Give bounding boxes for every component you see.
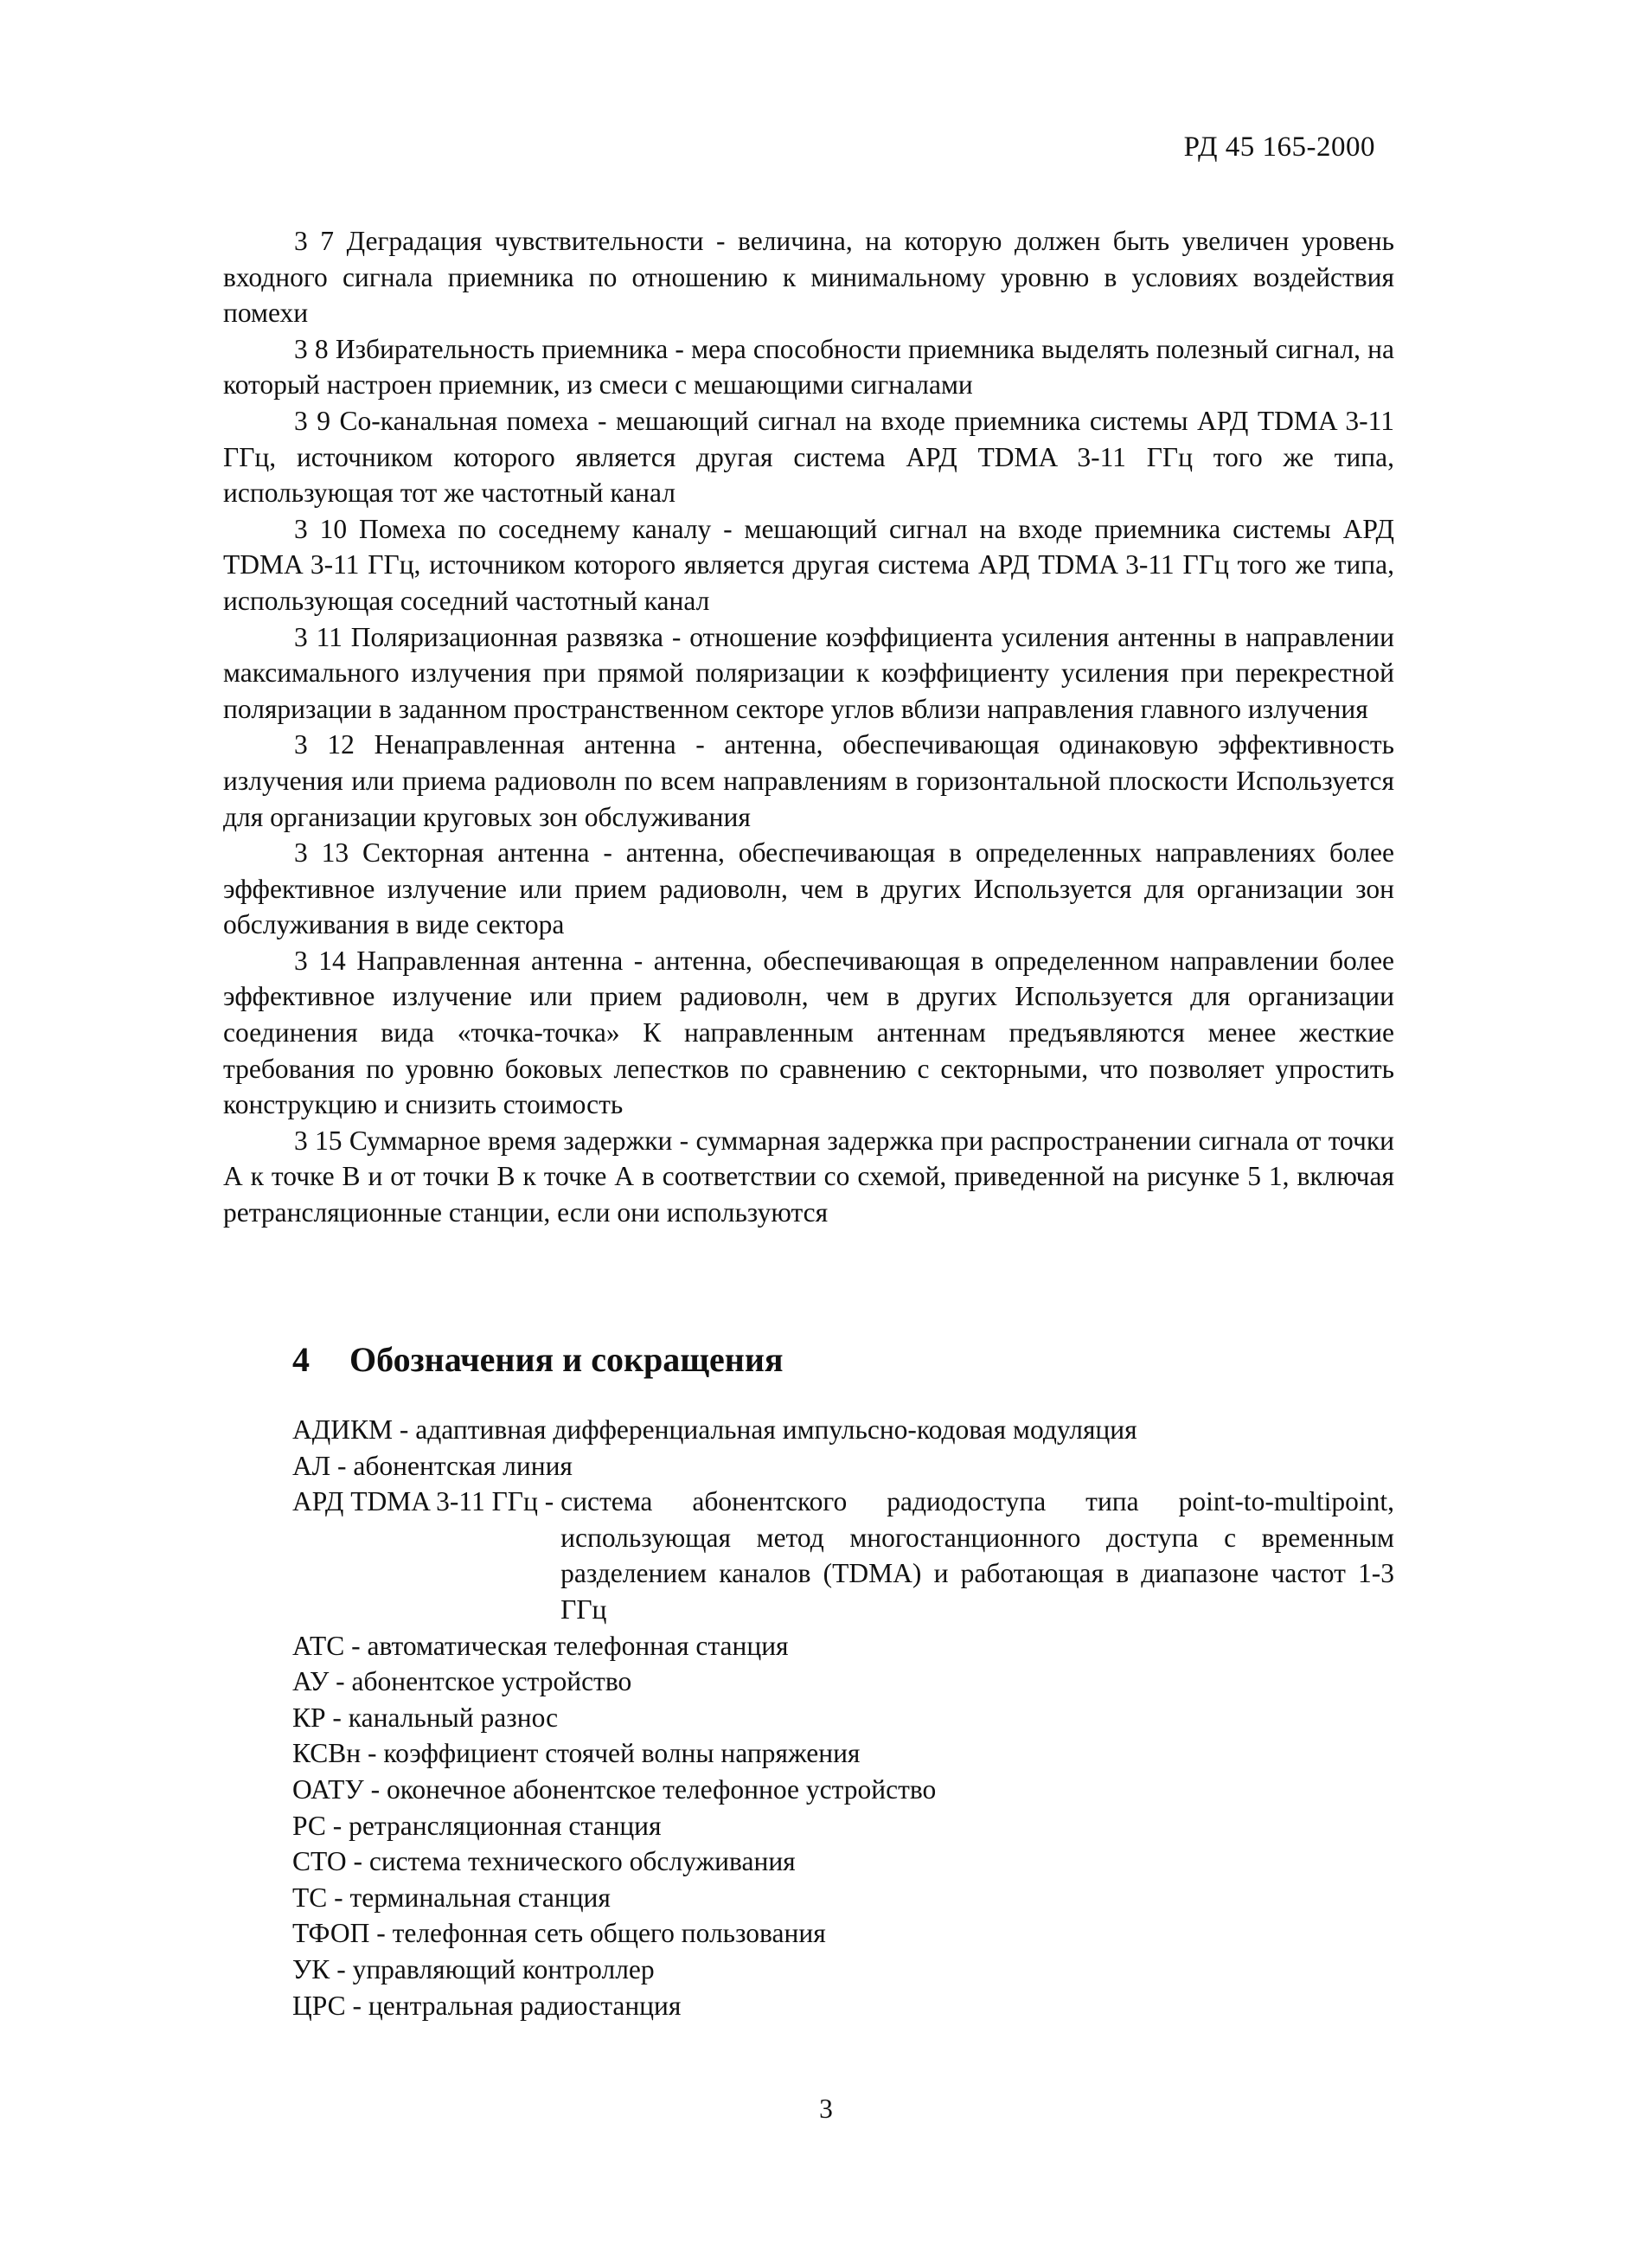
abbreviation-item: ТС - терминальная станция xyxy=(292,1882,611,1913)
definition-number: 3 15 xyxy=(294,1125,343,1156)
abbreviation-text: абонентская линия xyxy=(353,1450,573,1481)
definition-number: 3 8 xyxy=(294,333,329,364)
abbreviation-item: АДИКМ - адаптивная дифференциальная импульсно-кодовая модуляция xyxy=(292,1414,1137,1445)
abbreviation-item: ЦРС - центральная радиостанция xyxy=(292,1990,682,2021)
abbreviation-term: АТС xyxy=(292,1630,345,1661)
definition-3-15: 3 15 Суммарное время задержки - суммарная задержка при распространении сигнала от точки А к точке В и от точки В к точке А в соответствии со схемой, приведенной на рисунке 5 1, включая ретрансляционные станции, если они используются xyxy=(223,1125,1395,1228)
abbreviation-text: коэффициент стоячей волны напряжения xyxy=(383,1738,861,1769)
abbreviation-text: оконечное абонентское телефонное устройство xyxy=(386,1773,937,1805)
definition-number: 3 12 xyxy=(294,729,355,760)
definition-number: 3 10 xyxy=(294,513,348,544)
abbreviation-text: система абонентского радиодоступа типа point-to-multipoint, использующая метод многостанционного доступа с временным разделением каналов (TDMA) и работающая в диапазоне частот 1-3 ГГц xyxy=(560,1486,1394,1625)
definition-text: антенна, обеспечивающая в определенном направлении более эффективное излучение или прием радиоволн, чем в других Используется для организации соединения вида «точка-точка» К направленным антеннам предъявляются менее жесткие требования по уровню боковых лепестков по сравнению с секторными, что позволяет упростить конструкцию и снизить стоимость xyxy=(223,945,1395,1120)
definition-text: мера способности приемника выделять полезный сигнал, на который настроен приемник, из смеси с мешающими сигналами xyxy=(223,333,1395,401)
definition-3-11: 3 11 Поляризационная развязка - отношение коэффициента усиления антенны в направлении максимального излучения при прямой поляризации к коэффициенту усиления при перекрестной поляризации в заданном пространственном секторе углов вблизи направления главного излучения xyxy=(223,621,1394,724)
definition-text: мешающий сигнал на входе приемника системы АРД TDMA 3-11 ГГц, источником которого является другая система АРД TDMA 3-11 ГГц того же типа, использующая соседний частотный канал xyxy=(223,513,1395,616)
abbreviation-text: канальный разнос xyxy=(348,1702,559,1733)
definition-term: Суммарное время задержки xyxy=(349,1125,673,1156)
abbreviation-text: телефонная сеть общего пользования xyxy=(392,1918,826,1949)
definition-term: Направленная антенна xyxy=(356,945,624,976)
definition-3-10: 3 10 Помеха по соседнему каналу - мешающий сигнал на входе приемника системы АРД TDMA 3-11 ГГц, источником которого является другая система АРД TDMA 3-11 ГГц того же типа, использующая соседний частотный канал xyxy=(223,513,1395,616)
definition-term: Поляризационная развязка xyxy=(350,621,663,652)
document-code: РД 45 165-2000 xyxy=(1183,131,1375,163)
abbreviation-text: адаптивная дифференциальная импульсно-кодовая модуляция xyxy=(415,1414,1137,1445)
abbreviation-term: АРД TDMA 3-11 ГГц xyxy=(292,1486,538,1517)
definition-number: 3 9 xyxy=(294,405,331,436)
definition-term: Ненаправленная антенна xyxy=(374,729,676,760)
abbreviation-text: абонентское устройство xyxy=(351,1666,632,1697)
definition-3-12: 3 12 Ненаправленная антенна - антенна, обеспечивающая одинаковую эффективность излучения или приема радиоволн по всем направлениям в горизонтальной плоскости Используется для организации круговых зон обслуживания xyxy=(223,729,1394,832)
section-number: 4 xyxy=(292,1340,310,1379)
abbreviation-term: АДИКМ xyxy=(292,1414,394,1445)
abbreviation-term: СТО xyxy=(292,1846,347,1877)
definition-text: антенна, обеспечивающая одинаковую эффективность излучения или приема радиоволн по всем направлениям в горизонтальной плоскости Используется для организации круговых зон обслуживания xyxy=(223,729,1394,832)
section-title: Обозначения и сокращения xyxy=(349,1340,784,1379)
definition-3-9: 3 9 Со-канальная помеха - мешающий сигнал на входе приемника системы АРД TDMA 3-11 ГГц, источником которого является другая система АРД TDMA 3-11 ГГц того же типа, использующая тот же частотный канал xyxy=(223,405,1394,509)
definition-3-13: 3 13 Секторная антенна - антенна, обеспечивающая в определенных направлениях более эффективное излучение или прием радиоволн, чем в других Используется для организации зон обслуживания в виде сектора xyxy=(223,837,1394,940)
abbreviation-item: УК - управляющий контроллер xyxy=(292,1953,655,1984)
abbreviation-item: КСВн - коэффициент стоячей волны напряжения xyxy=(292,1738,861,1769)
definition-text: отношение коэффициента усиления антенны в направлении максимального излучения при прямой поляризации к коэффициенту усиления при перекрестной поляризации в заданном пространственном секторе углов вблизи направления главного излучения xyxy=(223,621,1394,724)
definition-term: Деградация чувствительности xyxy=(346,226,704,256)
definition-number: 3 13 xyxy=(294,837,349,869)
definition-text: антенна, обеспечивающая в определенных направлениях более эффективное излучение или прием радиоволн, чем в других Используется для организации зон обслуживания в виде сектора xyxy=(223,837,1394,940)
abbreviations-list xyxy=(292,1412,1394,2023)
abbreviation-item: СТО - система технического обслуживания xyxy=(292,1846,796,1877)
section-heading xyxy=(292,1339,784,1380)
definitions-block xyxy=(223,223,1394,1231)
abbreviation-term: РС xyxy=(292,1810,326,1841)
definition-number: 3 14 xyxy=(294,945,346,976)
definition-text: мешающий сигнал на входе приемника системы АРД TDMA 3-11 ГГц, источником которого является другая система АРД TDMA 3-11 ГГц того же типа, использующая тот же частотный канал xyxy=(223,405,1394,509)
abbreviation-term: КСВн xyxy=(292,1738,362,1769)
definition-term: Секторная антенна xyxy=(362,837,590,869)
definition-text: суммарная задержка при распространении сигнала от точки А к точке В и от точки В к точке А в соответствии со схемой, приведенной на рисунке 5 1, включая ретрансляционные станции, если они используются xyxy=(223,1125,1395,1228)
abbreviation-item xyxy=(292,1484,1394,1627)
abbreviation-item: ОАТУ - оконечное абонентское телефонное устройство xyxy=(292,1773,937,1805)
abbreviation-term: ТС xyxy=(292,1882,328,1913)
abbreviation-item: КР - канальный разнос xyxy=(292,1702,559,1733)
definition-term: Избирательность приемника xyxy=(335,333,669,364)
abbreviation-term: АЛ xyxy=(292,1450,331,1481)
abbreviation-item: АТС - автоматическая телефонная станция xyxy=(292,1630,789,1661)
abbreviation-text: ретрансляционная станция xyxy=(349,1810,662,1841)
abbreviation-term: УК xyxy=(292,1953,330,1984)
abbreviation-term: ОАТУ xyxy=(292,1773,364,1805)
definition-number: 3 7 xyxy=(294,226,335,256)
abbreviation-item: РС - ретрансляционная станция xyxy=(292,1810,662,1841)
definition-number: 3 11 xyxy=(294,621,343,652)
definition-term: Со-канальная помеха xyxy=(339,405,589,436)
abbreviation-term: КР xyxy=(292,1702,326,1733)
abbreviation-text: центральная радиостанция xyxy=(368,1990,682,2021)
definition-3-7: 3 7 Деградация чувствительности - величина, на которую должен быть увеличен уровень входного сигнала приемника по отношению к минимальному уровню в условиях воздействия помехи xyxy=(223,226,1394,329)
abbreviation-term: АУ xyxy=(292,1666,330,1697)
abbreviation-term: ЦРС xyxy=(292,1990,346,2021)
abbreviation-item: ТФОП - телефонная сеть общего пользования xyxy=(292,1918,826,1949)
abbreviation-text: терминальная станция xyxy=(349,1882,611,1913)
definition-3-14: 3 14 Направленная антенна - антенна, обеспечивающая в определенном направлении более эффективное излучение или прием радиоволн, чем в других Используется для организации соединения вида «точка-точка» К направленным антеннам предъявляются менее жесткие требования по уровню боковых лепестков по сравнению с секторными, что позволяет упростить конструкцию и снизить стоимость xyxy=(223,945,1395,1120)
abbreviation-text: управляющий контроллер xyxy=(352,1953,655,1984)
abbreviation-text: автоматическая телефонная станция xyxy=(367,1630,789,1661)
abbreviation-item: АУ - абонентское устройство xyxy=(292,1666,632,1697)
abbreviation-item: АЛ - абонентская линия xyxy=(292,1450,573,1481)
abbreviation-term-wrap: АРД TDMA 3-11 ГГц - xyxy=(292,1486,561,1517)
definition-3-8: 3 8 Избирательность приемника - мера способности приемника выделять полезный сигнал, на который настроен приемник, из смеси с мешающими сигналами xyxy=(223,333,1395,401)
abbreviation-text: система технического обслуживания xyxy=(368,1846,796,1877)
page-number: 3 xyxy=(819,2093,833,2124)
definition-text: величина, на которую должен быть увеличен уровень входного сигнала приемника по отношению к минимальному уровню в условиях воздействия помехи xyxy=(223,226,1394,329)
definition-term: Помеха по соседнему каналу xyxy=(359,513,712,544)
abbreviation-term: ТФОП xyxy=(292,1918,370,1949)
